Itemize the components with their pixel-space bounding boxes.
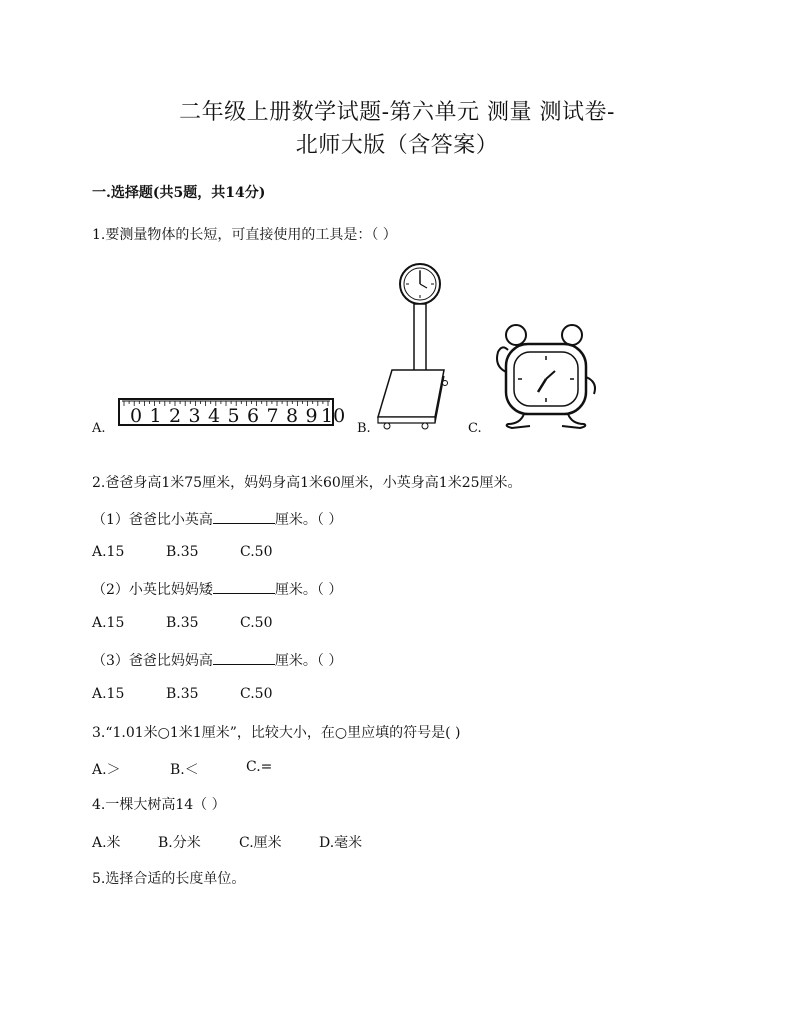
option-c[interactable]: C.=	[246, 759, 273, 775]
ruler-digit: 0	[130, 405, 143, 427]
scale-figure	[375, 262, 450, 432]
ruler-digit: 6	[247, 405, 260, 427]
option-d[interactable]: D.毫米	[319, 835, 363, 851]
option-b[interactable]: B.35	[166, 615, 199, 631]
option-b[interactable]: B.分米	[158, 835, 201, 851]
question-2-sub-3	[92, 650, 342, 670]
option-b[interactable]: B.35	[166, 686, 199, 702]
option-c[interactable]: C.50	[240, 615, 273, 631]
ruler-digit: 5	[227, 405, 240, 427]
alarm-clock-figure	[490, 322, 602, 430]
ruler-digit: 1	[149, 405, 162, 427]
ruler-figure	[118, 398, 346, 427]
q1-option-a-label: A.	[92, 421, 106, 436]
option-a[interactable]: A.15	[92, 544, 125, 560]
ruler-digit: 3	[188, 405, 201, 427]
option-c[interactable]: C.50	[240, 544, 273, 560]
option-b[interactable]: B.＜	[170, 762, 199, 778]
ruler-digit: 10	[321, 405, 346, 427]
answer-blank[interactable]	[213, 580, 275, 594]
title-line-2: 北师大版（含答案）	[295, 133, 499, 158]
question-5-text: 5.选择合适的长度单位。	[92, 871, 246, 887]
question-1-text: 1.要测量物体的长短，可直接使用的工具是：（ ）	[92, 227, 397, 243]
option-a[interactable]: A.米	[92, 835, 121, 851]
question-2-sub-2	[92, 579, 342, 599]
answer-blank[interactable]	[213, 510, 275, 524]
scale-pole	[414, 304, 426, 372]
ruler-digit: 7	[266, 405, 279, 427]
sub-3-prefix: （3）爸爸比妈妈高	[92, 653, 213, 669]
question-2-text: 2.爸爸身高1米75厘米，妈妈身高1米60厘米，小英身高1米25厘米。	[92, 475, 522, 491]
section-heading: 一.选择题(共5题，共14分)	[92, 185, 266, 201]
sub-2-prefix: （2）小英比妈妈矮	[92, 582, 213, 598]
option-c[interactable]: C.50	[240, 686, 273, 702]
question-3-text: 3.“1.01米○1米1厘米”，比较大小，在○里应填的符号是( )	[92, 725, 461, 741]
sub-2-suffix: 厘米。（ ）	[274, 582, 343, 598]
answer-blank[interactable]	[213, 651, 275, 665]
ruler-digit: 8	[286, 405, 299, 427]
question-4-text: 4.一棵大树高14（ ）	[92, 797, 226, 813]
question-2-sub-1	[92, 509, 342, 529]
option-a[interactable]: A.15	[92, 615, 125, 631]
sub-1-prefix: （1）爸爸比小英高	[92, 512, 213, 528]
title-line-1: 二年级上册数学试题-第六单元 测量 测试卷-	[179, 100, 615, 125]
ruler-digit: 4	[208, 405, 221, 427]
ruler-digit: 2	[169, 405, 182, 427]
scale-platform	[378, 370, 444, 417]
q1-option-c-label: C.	[468, 421, 482, 436]
q1-option-b-label: B.	[357, 421, 371, 436]
option-a[interactable]: A.＞	[92, 762, 121, 778]
sub-3-suffix: 厘米。（ ）	[274, 653, 343, 669]
option-a[interactable]: A.15	[92, 686, 125, 702]
sub-1-suffix: 厘米。（ ）	[274, 512, 343, 528]
option-b[interactable]: B.35	[166, 544, 199, 560]
ruler-digit: 9	[305, 405, 318, 427]
option-c[interactable]: C.厘米	[239, 835, 282, 851]
